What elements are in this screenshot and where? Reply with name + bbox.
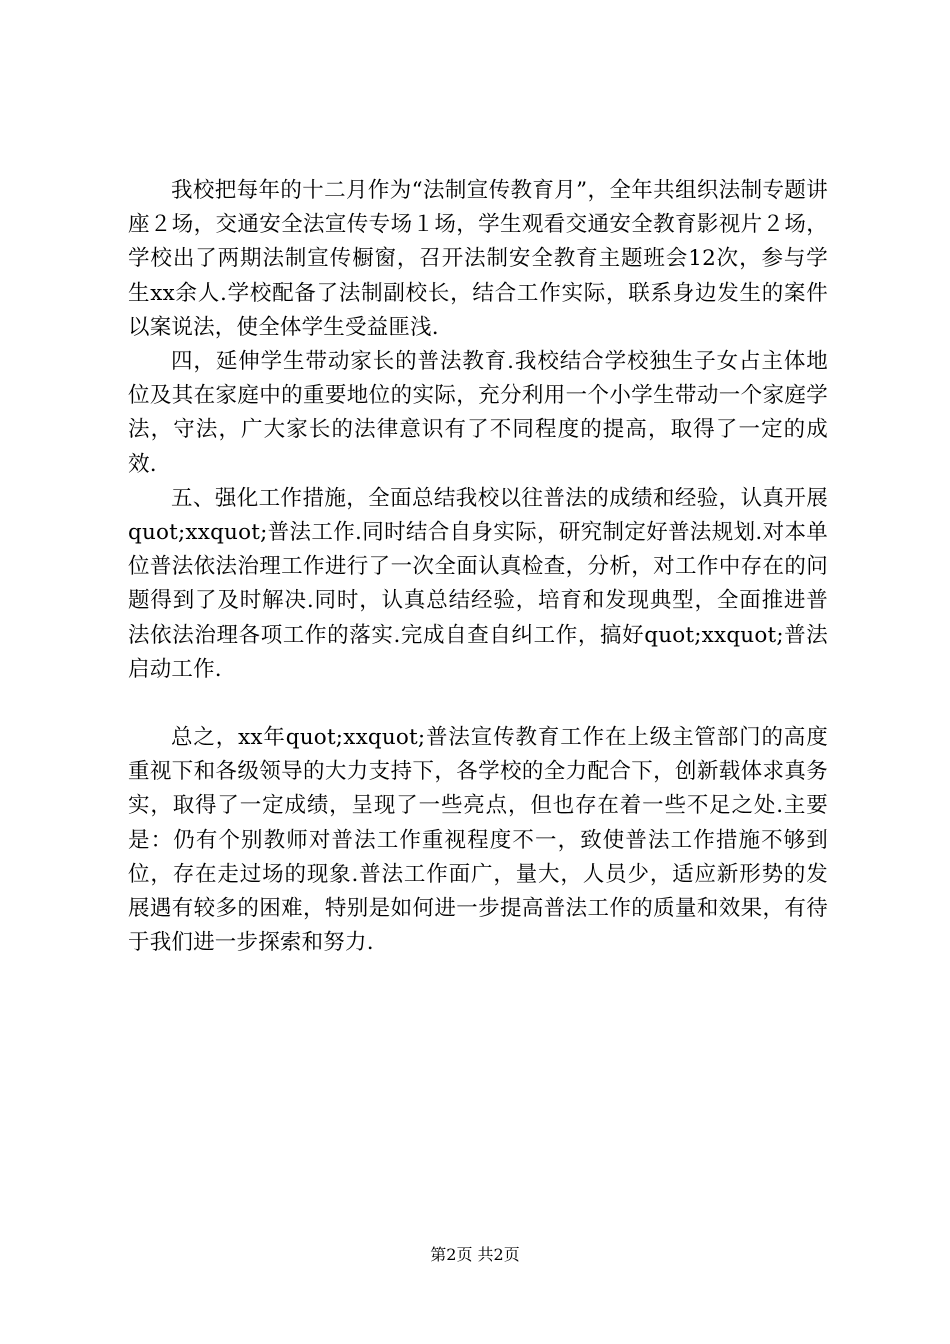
paragraph-summary: 总之，xx年quot;xxquot;普法宣传教育工作在上级主管部门的高度重视下和各级领导的大力支持下，各学校的全力配合下，创新载体求真务实，取得了一定成绩，呈现了一些亮点，但也存在着一些不足之处.主要是：仍有个别教师对普法工作重视程度不一，致使普法工作措施不够到位，存在走过场的现象.普法工作面广，量大，人员少，适应新形势的发展遇有较多的困难，特别是如何进一步提高普法工作的质量和效果，有待于我们进一步探索和努力. xyxy=(128,725,828,956)
document-body xyxy=(128,174,828,960)
paragraph-spacer xyxy=(128,687,828,721)
page-footer xyxy=(0,1244,950,1266)
paragraph-work-measures: 五、强化工作措施，全面总结我校以往普法的成绩和经验，认真开展quot;xxquot;普法工作.同时结合自身实际，研究制定好普法规划.对本单位普法依法治理工作进行了一次全面认真检查，分析，对工作中存在的问题得到了及时解决.同时，认真总结经验，培育和发现典型，全面推进普法依法治理各项工作的落实.完成自查自纠工作，搞好quot;xxquot;普法启动工作. xyxy=(128,485,828,682)
page-number-indicator: 第2页 共2页 xyxy=(430,1245,520,1264)
paragraph-monthly-education: 我校把每年的十二月作为“法制宣传教育月”，全年共组织法制专题讲座２场，交通安全法宣传专场１场，学生观看交通安全教育影视片２场，学校出了两期法制宣传橱窗，召开法制安全教育主题班会12次，参与学生xx余人.学校配备了法制副校长，结合工作实际，联系身边发生的案件以案说法，使全体学生受益匪浅. xyxy=(128,178,828,340)
paragraph-parent-education: 四，延伸学生带动家长的普法教育.我校结合学校独生子女占主体地位及其在家庭中的重要地位的实际，充分利用一个小学生带动一个家庭学法，守法，广大家长的法律意识有了不同程度的提高，取得了一定的成效. xyxy=(128,349,828,477)
